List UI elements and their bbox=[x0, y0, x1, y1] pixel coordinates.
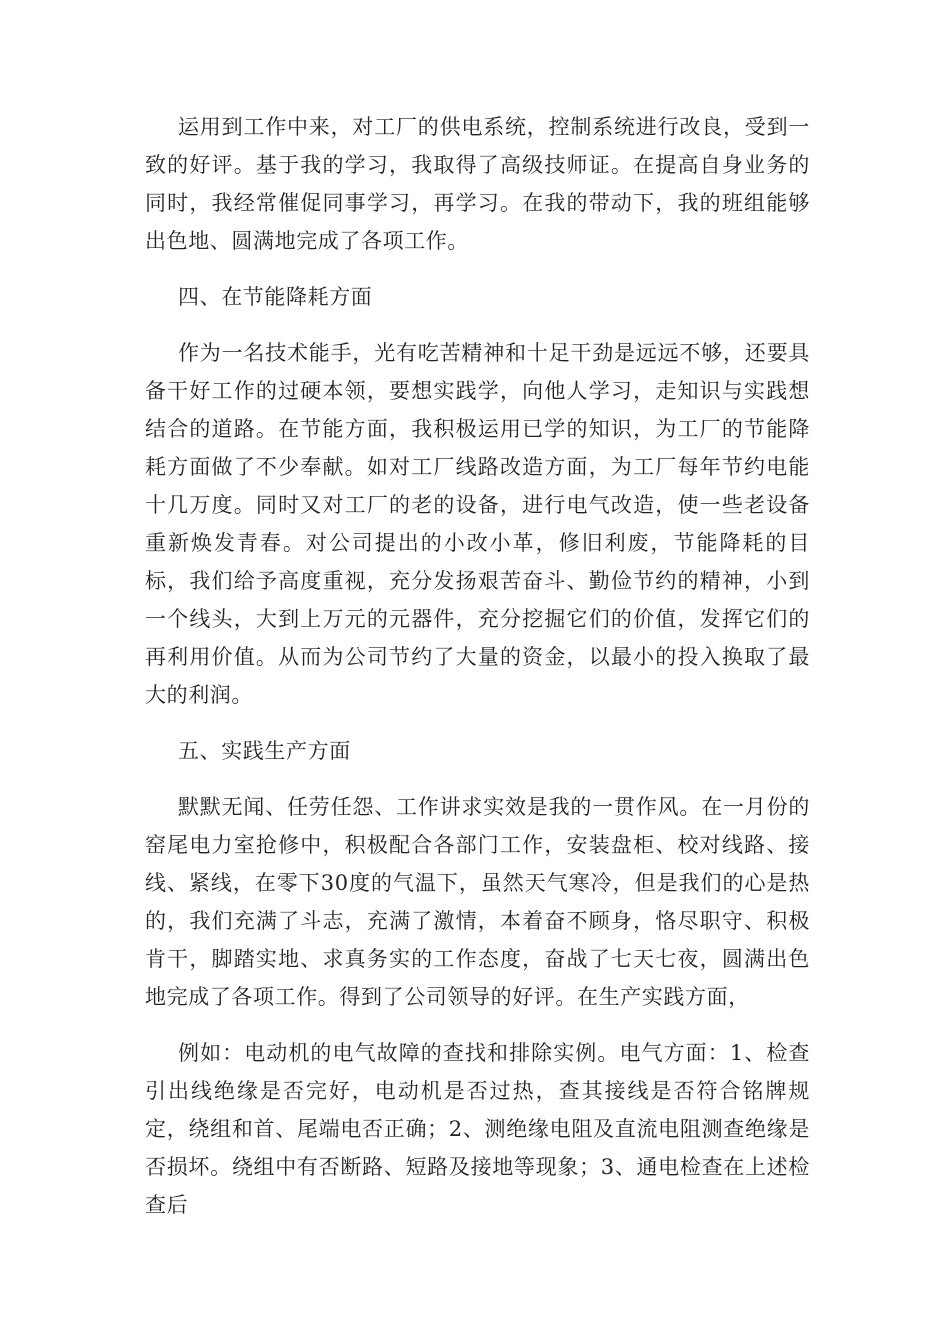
paragraph-energy-saving: 作为一名技术能手，光有吃苦精神和十足干劲是远远不够，还要具备干好工作的过硬本领，要想实践学，向他人学习，走知识与实践想结合的道路。在节能方面，我积极运用已学的知识，为工厂的节能降耗方面做了不少奉献。如对工厂线路改造方面，为工厂每年节约电能十几万度。同时又对工厂的老的设备，进行电气改造，使一些老设备重新焕发青春。对公司提出的小改小革，修旧利废，节能降耗的目标，我们给予高度重视，充分发扬艰苦奋斗、勤俭节约的精神，小到一个线头，大到上万元的元器件，充分挖掘它们的价值，发挥它们的再利用价值。从而为公司节约了大量的资金，以最小的投入换取了最大的利润。 bbox=[145, 341, 810, 707]
section-heading-energy-saving: 四、在节能降耗方面 bbox=[178, 285, 373, 309]
paragraph-motor-fault-example: 例如：电动机的电气故障的查找和排除实例。电气方面：1、检查引出线绝缘是否完好，电动机是否过热，查其接线是否符合铭牌规定，绕组和首、尾端电否正确；2、测绝缘电阻及直流电阻测查绝缘是否损坏。绕组中有否断路、短路及接地等现象；3、通电检查在上述检查后 bbox=[145, 1041, 810, 1217]
paragraph-production-practice: 默默无闻、任劳任怨、工作讲求实效是我的一贯作风。在一月份的窑尾电力室抢修中，积极配合各部门工作，安装盘柜、校对线路、接线、紧线，在零下30度的气温下，虽然天气寒冷，但是我们的心是热的，我们充满了斗志，充满了激情，本着奋不顾身，恪尽职守、积极肯干，脚踏实地、求真务实的工作态度，奋战了七天七夜，圆满出色地完成了各项工作。得到了公司领导的好评。在生产实践方面， bbox=[145, 795, 810, 1009]
paragraph-power-system-improvement: 运用到工作中来，对工厂的供电系统，控制系统进行改良，受到一致的好评。基于我的学习，我取得了高级技师证。在提高自身业务的同时，我经常催促同事学习，再学习。在我的带动下，我的班组能够出色地、圆满地完成了各项工作。 bbox=[145, 115, 810, 253]
section-heading-production-practice: 五、实践生产方面 bbox=[178, 739, 351, 763]
document-body bbox=[145, 108, 810, 1224]
